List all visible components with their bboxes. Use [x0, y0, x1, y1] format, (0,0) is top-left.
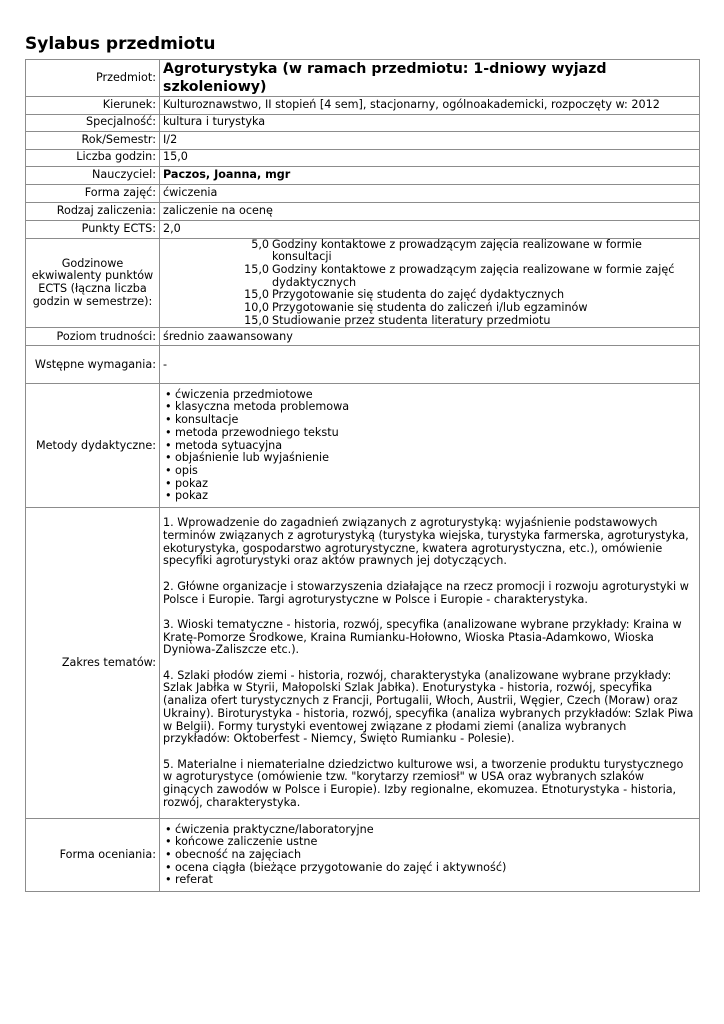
ects-points-value: 2,0 [160, 220, 700, 238]
class-form-label: Forma zajęć: [26, 185, 160, 203]
ects-item-hours: 15,0 [244, 288, 269, 302]
row-year-semester [26, 132, 700, 150]
list-item: • konsultacje [163, 414, 696, 427]
topic-paragraph: 2. Główne organizacje i stowarzyszenia działające na rzecz promocji i rozwoju agroturystyki w Polsce i Europie. Targi agroturystyczne w Polsce i Europie - charakterystyka. [163, 579, 689, 606]
teacher-value: Paczos, Joanna, mgr [160, 167, 700, 185]
subject-value: Agroturystyka (w ramach przedmiotu: 1-dniowy wyjazd szkoleniowy) [160, 60, 700, 97]
specialty-label: Specjalność: [26, 114, 160, 132]
row-hours [26, 149, 700, 167]
topic-paragraph: 1. Wprowadzenie do zagadnień związanych z agroturystyką: wyjaśnienie podstawowych terminów związanych z agroturystyką (turystyka wiejska, turystyka farmerska, agroturystyka, ekoturystyka, gospodarstwo agroturystyczne, kwatera agroturystyczna, etc.), omówienie specyfiki agroturystyki oraz aktów prawnych jej dotyczących. [163, 516, 689, 568]
row-prerequisites [26, 346, 700, 384]
year-semester-value: I/2 [160, 132, 700, 150]
row-field [26, 97, 700, 115]
prerequisites-label: Wstępne wymagania: [26, 346, 160, 384]
topic-paragraph: 5. Materialne i niematerialne dziedzictwo kulturowe wsi, a tworzenie produktu turystycznego w agroturystyce (omówienie tzw. "korytarzy rzemiosł" w USA oraz wybranych szlaków ginących zawodów w Polsce i Europie). Izby regionalne, ekomuzea. Etnoturystyka - historia, rozwój, charakterystyka. [163, 757, 684, 809]
row-difficulty [26, 328, 700, 346]
list-item: • referat [163, 874, 696, 887]
row-teacher [26, 167, 700, 185]
ects-item-text: Studiowanie przez studenta literatury przedmiotu [272, 313, 551, 327]
row-subject [26, 60, 700, 97]
ects-item-text: Przygotowanie się studenta do zajęć dydaktycznych [272, 288, 565, 302]
hours-value: 15,0 [160, 149, 700, 167]
difficulty-value: średnio zaawansowany [160, 328, 700, 346]
row-credit-type [26, 202, 700, 220]
grading-label: Forma oceniania: [26, 819, 160, 892]
hours-label: Liczba godzin: [26, 149, 160, 167]
row-specialty [26, 114, 700, 132]
ects-item-text: Przygotowanie się studenta do zaliczeń i/lub egzaminów [272, 301, 588, 315]
ects-item [163, 239, 696, 264]
list-item: • metoda sytuacyjna [163, 440, 696, 453]
ects-item-hours: 10,0 [244, 301, 269, 315]
methods-list-cell [160, 384, 700, 508]
class-form-value: ćwiczenia [160, 185, 700, 203]
grading-list-cell [160, 819, 700, 892]
topic-paragraph: 4. Szlaki płodów ziemi - historia, rozwój, charakterystyka (analizowane wybrane przykłady: Szlak Jabłka w Styrii, Małopolski Szlak Jabłka). Enoturystyka - historia, rozwój, specyfika (analiza ofert turystycznych z Francji, Portugalii, Włoch, Austrii, Węgier, Czech (Moraw) oraz Ukrainy). Biroturystyka - historia, rozwój, specyfika (analiza wybranych przykładów: Szlak Piwa w Belgii). Formy turystyki eventowej związane z płodami ziemi (analiza wybranych przykładów: Oktoberfest - Niemcy, Święto Rumianku - Polesie). [163, 668, 694, 746]
methods-label: Metody dydaktyczne: [26, 384, 160, 508]
difficulty-label: Poziom trudności: [26, 328, 160, 346]
row-methods [26, 384, 700, 508]
list-item: • pokaz [163, 478, 696, 491]
row-class-form [26, 185, 700, 203]
row-ects-points [26, 220, 700, 238]
row-topics [26, 508, 700, 819]
list-item: • klasyczna metoda problemowa [163, 401, 696, 414]
ects-item-text: Godziny kontaktowe z prowadzącym zajęcia realizowane w formie zajęć dydaktycznych [272, 262, 675, 289]
ects-equivalents-label: Godzinowe ekwiwalenty punktów ECTS (łączna liczba godzin w semestrze): [26, 238, 160, 328]
topic-paragraph: 3. Wioski tematyczne - historia, rozwój, specyfika (analizowane wybrane przykłady: Kraina w Kratę-Pomorze Środkowe, Kraina Rumianku-Hołowno, Wioska Ptasia-Adamkowo, Wioska Dyniowa-Zaliszcze etc.). [163, 617, 682, 657]
ects-item [163, 264, 696, 289]
list-item: • metoda przewodniego tekstu [163, 427, 696, 440]
teacher-label: Nauczyciel: [26, 167, 160, 185]
ects-item-text: Godziny kontaktowe z prowadzącym zajęcia realizowane w formie konsultacji [272, 237, 642, 264]
credit-type-value: zaliczenie na ocenę [160, 202, 700, 220]
methods-list [163, 389, 696, 503]
list-item: • opis [163, 465, 696, 478]
grading-list [163, 824, 696, 888]
list-item: • pokaz [163, 490, 696, 503]
subject-label: Przedmiot: [26, 60, 160, 97]
list-item: • obecność na zajęciach [163, 849, 696, 862]
list-item: • objaśnienie lub wyjaśnienie [163, 452, 696, 465]
prerequisites-value: - [160, 346, 700, 384]
ects-item-hours: 15,0 [244, 313, 269, 327]
row-ects-equivalents [26, 238, 700, 328]
ects-points-label: Punkty ECTS: [26, 220, 160, 238]
row-grading [26, 819, 700, 892]
credit-type-label: Rodzaj zaliczenia: [26, 202, 160, 220]
topics-cell [160, 508, 700, 819]
field-value: Kulturoznawstwo, II stopień [4 sem], stacjonarny, ogólnoakademicki, rozpoczęty w: 2012 [160, 97, 700, 115]
ects-item-hours: 15,0 [244, 262, 269, 276]
list-item: • ćwiczenia praktyczne/laboratoryjne [163, 824, 696, 837]
list-item: • ocena ciągła (bieżące przygotowanie do zajęć i aktywność) [163, 862, 696, 875]
list-item: • końcowe zaliczenie ustne [163, 836, 696, 849]
ects-equivalents-list [160, 238, 700, 328]
list-item: • ćwiczenia przedmiotowe [163, 389, 696, 402]
syllabus-table [25, 59, 700, 892]
ects-item-hours: 5,0 [251, 237, 269, 251]
year-semester-label: Rok/Semestr: [26, 132, 160, 150]
ects-item [163, 302, 696, 315]
ects-item [163, 315, 696, 328]
specialty-value: kultura i turystyka [160, 114, 700, 132]
page-title: Sylabus przedmiotu [25, 34, 216, 54]
topics-label: Zakres tematów: [26, 508, 160, 819]
field-label: Kierunek: [26, 97, 160, 115]
